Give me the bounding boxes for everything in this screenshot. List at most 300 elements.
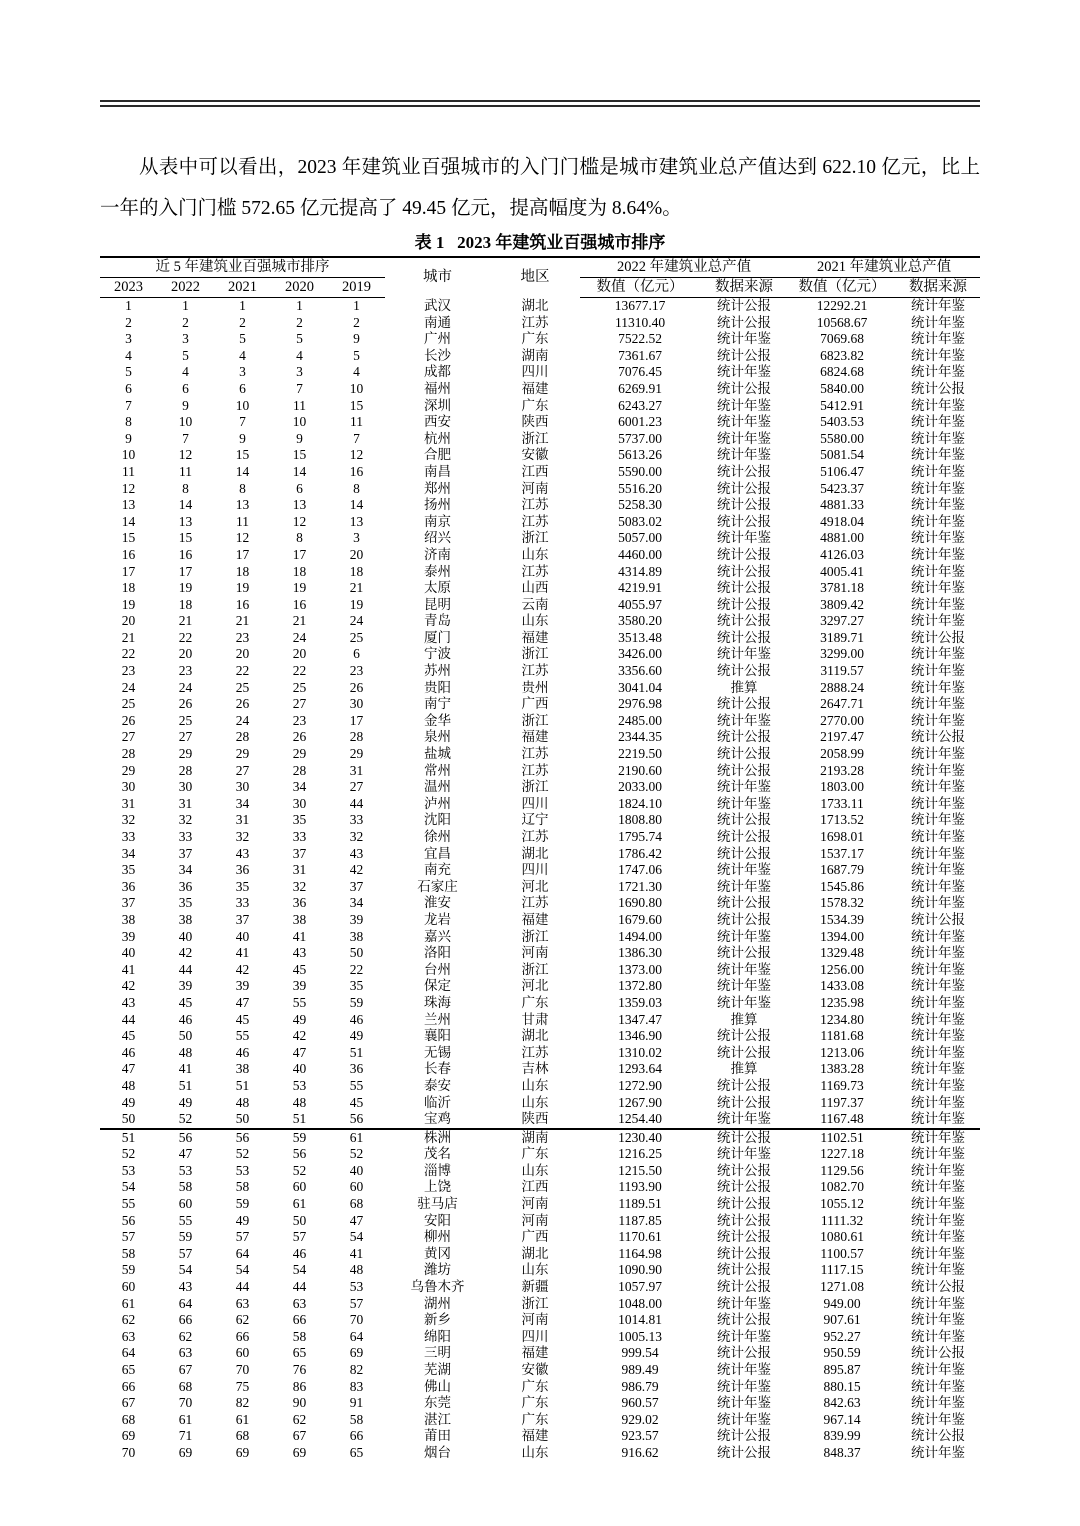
value_2022-cell: 3356.60: [618, 663, 662, 679]
rank_2020-cell: 17: [292, 546, 307, 562]
source_2022-cell: 统计公报: [717, 1162, 772, 1178]
region-cell: 广东: [521, 1395, 549, 1411]
city-cell: 宝鸡: [385, 1111, 490, 1129]
value_2022-cell: 13677.17: [614, 298, 666, 313]
rank_2023-cell: 22: [121, 646, 136, 662]
region-cell: 浙江: [521, 530, 549, 546]
rank_2020-cell: 32: [292, 878, 307, 894]
rank_2023-cell: 24: [121, 679, 136, 695]
table-row: [100, 978, 980, 995]
value_2021-cell: 1181.68: [820, 1028, 864, 1044]
value_2021-cell: 5106.47: [820, 463, 864, 479]
value_2021-cell: 1256.00: [820, 961, 864, 977]
source_2022-cell: 统计年鉴: [717, 414, 772, 430]
region-cell: 广西: [521, 1229, 549, 1245]
rank_2022-cell: 20: [178, 646, 193, 662]
city-cell: 茂名: [424, 1146, 452, 1162]
rank_2023-cell: 48: [121, 1077, 136, 1093]
value_2021-cell: 1545.86: [820, 878, 864, 894]
table-row: [100, 481, 980, 498]
table-row: [100, 447, 980, 464]
rank_2019-cell: 17: [349, 712, 364, 728]
city-cell: 长春: [424, 1061, 452, 1077]
source_2022-cell: 统计公报: [717, 596, 772, 612]
rank_2023-cell: 57: [121, 1229, 136, 1245]
rank_2021-cell: 4: [239, 347, 246, 363]
rank_2022-cell: 60: [178, 1196, 193, 1212]
source_2022-cell: 统计公报: [717, 845, 772, 861]
rank_2019-cell: 30: [349, 696, 364, 712]
rank_2020-cell: 40: [292, 1061, 307, 1077]
source_2021-cell: 统计年鉴: [911, 298, 966, 313]
value_2021-cell: 5412.91: [820, 397, 864, 413]
table-row: [100, 613, 980, 630]
rank_2023-cell: 36: [121, 878, 136, 894]
rank_2020-cell: 46: [292, 1245, 307, 1261]
source_2021-cell: 统计年鉴: [911, 978, 966, 994]
rank_2019-cell: 23: [349, 663, 364, 679]
rank_2021-cell: 59: [235, 1196, 250, 1212]
table-row: [100, 1146, 980, 1163]
table-row: [100, 1061, 980, 1078]
rank_2023-cell: 45: [121, 1028, 136, 1044]
source_2022-cell: 统计公报: [717, 1129, 772, 1145]
city-cell: 徐州: [424, 829, 452, 844]
rank_2022-cell: 66: [178, 1312, 193, 1328]
rank_2021-cell: 58: [235, 1179, 250, 1195]
table-row: [100, 1012, 980, 1029]
rank_2023-cell: 34: [121, 845, 136, 861]
page-content: [100, 0, 980, 1462]
rank_2023-cell: 47: [121, 1061, 136, 1077]
table-row: [100, 514, 980, 531]
rank_2020-cell: 55: [292, 994, 307, 1010]
rank_2021-cell: 46: [235, 1044, 250, 1060]
rank_2022-cell: 43: [178, 1279, 193, 1295]
source_2021-cell: 统计年鉴: [911, 895, 966, 911]
city-cell: 上饶: [424, 1179, 452, 1195]
region-cell: 浙江: [521, 646, 549, 662]
city-cell: 苏州: [424, 663, 452, 679]
rank_2021-cell: 10: [235, 397, 250, 413]
source_2022-cell: 统计年鉴: [717, 1362, 772, 1377]
rank_2019-cell: 54: [349, 1229, 364, 1245]
rank_2021-cell: 27: [235, 762, 250, 778]
source_2022-cell: 统计年鉴: [717, 530, 772, 546]
rank_2021-cell: 32: [235, 829, 250, 844]
rank_2019-cell: 36: [349, 1061, 364, 1077]
rank_2022-cell: 52: [157, 1111, 214, 1129]
region-cell: 四川: [521, 364, 549, 380]
city-cell: 长沙: [424, 347, 452, 363]
source_2021-cell: 统计年鉴: [911, 1229, 966, 1245]
city-cell: 温州: [424, 779, 452, 795]
rank_2020-cell: 16: [292, 596, 307, 612]
source_2022-cell: 统计公报: [717, 497, 772, 513]
rank_2022-cell: 36: [178, 878, 193, 894]
source_2022-cell: 统计公报: [717, 1028, 772, 1044]
rank_2019-cell: 57: [349, 1295, 364, 1311]
rank_2020-cell: 65: [292, 1345, 307, 1361]
source_2022-cell: 统计公报: [717, 1345, 772, 1361]
rank_2019-cell: 50: [349, 945, 364, 961]
source_2021-cell: 统计年鉴: [911, 1028, 966, 1044]
table-row: [100, 1296, 980, 1313]
rank_2020-cell: 26: [292, 729, 307, 745]
rank_2019-cell: 1: [353, 298, 360, 313]
rank_2019-cell: 18: [349, 563, 364, 579]
value_2021-cell: 4126.03: [820, 546, 864, 562]
rank_2023-cell: 64: [121, 1345, 136, 1361]
city-cell: 太原: [424, 580, 452, 596]
rank_2020-cell: 86: [292, 1378, 307, 1394]
rank_2021-cell: 60: [235, 1345, 250, 1361]
header-value-2022: 数值（亿元）: [580, 278, 700, 298]
rank_2019-cell: 25: [349, 629, 364, 645]
rank_2022-cell: 34: [178, 862, 193, 878]
value_2021-cell: 10568.67: [816, 314, 868, 330]
value_2021-cell: 4005.41: [820, 563, 864, 579]
rank_2021-cell: 44: [235, 1279, 250, 1295]
rank_2021-cell: 24: [235, 712, 250, 728]
value_2021-cell: 3781.18: [820, 580, 864, 596]
rank_2022-cell: 22: [178, 629, 193, 645]
city-cell: 台州: [424, 961, 452, 977]
rank_2020-cell: 66: [292, 1312, 307, 1328]
table-row: [100, 1395, 980, 1412]
rank_2020-cell: 18: [292, 563, 307, 579]
rank_2022-cell: 37: [178, 845, 193, 861]
rank_2022-cell: 64: [178, 1295, 193, 1311]
rank_2021-cell: 30: [235, 779, 250, 795]
rank_2023-cell: 21: [121, 629, 136, 645]
rank_2023-cell: 17: [121, 563, 136, 579]
table-row: [100, 796, 980, 813]
source_2022-cell: 统计公报: [717, 513, 772, 529]
value_2021-cell: 5081.54: [820, 447, 864, 463]
rank_2021-cell: 40: [235, 928, 250, 944]
rank_2022-cell: 33: [178, 829, 193, 844]
table-row: [100, 1078, 980, 1095]
rank_2020-cell: 42: [292, 1028, 307, 1044]
source_2022-cell: 统计公报: [717, 829, 772, 844]
rank_2019-cell: 51: [349, 1044, 364, 1060]
value_2022-cell: 5057.00: [618, 530, 662, 546]
rank_2023-cell: 18: [121, 580, 136, 596]
city-cell: 株洲: [424, 1129, 452, 1145]
header-rank-2021: 2021: [214, 278, 271, 298]
rank_2021-cell: 47: [235, 994, 250, 1010]
rank_2019-cell: 37: [349, 878, 364, 894]
rank_2020-cell: 54: [292, 1262, 307, 1278]
rank_2021-cell: 2: [239, 314, 246, 330]
table-row: [100, 1213, 980, 1230]
value_2021-cell: 5840.00: [820, 380, 864, 396]
value_2021-cell: 2647.71: [820, 696, 864, 712]
source_2022-cell: 统计年鉴: [717, 397, 772, 413]
rank_2021-cell: 7: [239, 414, 246, 430]
source_2022-cell: 统计年鉴: [717, 779, 772, 795]
rank_2020-cell: 9: [296, 430, 303, 446]
source_2022-cell: 统计公报: [717, 911, 772, 927]
rank_2020-cell: 25: [292, 679, 307, 695]
value_2022-cell: 1164.98: [618, 1245, 662, 1261]
value_2021-cell: 880.15: [823, 1378, 861, 1394]
rank_2021-cell: 64: [235, 1245, 250, 1261]
city-cell: 郑州: [424, 480, 452, 496]
rank_2023-cell: 10: [121, 447, 136, 463]
rank_2022-cell: 38: [178, 911, 193, 927]
rank_2019-cell: 24: [349, 613, 364, 629]
value_2021-cell: 5403.53: [820, 414, 864, 430]
source_2021-cell: 统计年鉴: [911, 447, 966, 463]
value_2021-cell: 6823.82: [820, 347, 864, 363]
table-row: [100, 1246, 980, 1263]
value_2021-cell: 6824.68: [820, 364, 864, 380]
rank_2021-cell: 38: [235, 1061, 250, 1077]
source_2021-cell: 统计公报: [911, 629, 966, 645]
city-cell: 杭州: [424, 430, 452, 446]
source_2021-cell: 统计年鉴: [911, 928, 966, 944]
rank_2020-cell: 21: [292, 613, 307, 629]
rank_2022-cell: 24: [178, 679, 193, 695]
value_2021-cell: 1169.73: [820, 1077, 864, 1093]
region-cell: 江苏: [521, 563, 549, 579]
table-row: [100, 945, 980, 962]
value_2022-cell: 1293.64: [618, 1061, 662, 1077]
rank_2020-cell: 60: [292, 1179, 307, 1195]
header-source-2022: 数据来源: [700, 278, 788, 298]
rank_2022-cell: 23: [178, 663, 193, 679]
rank_2020-cell: 33: [292, 829, 307, 844]
city-cell: 南充: [424, 862, 452, 878]
source_2022-cell: 统计公报: [717, 762, 772, 778]
source_2021-cell: 统计年鉴: [911, 1295, 966, 1311]
rank_2020-cell: 69: [292, 1444, 307, 1460]
value_2021-cell: 1213.06: [820, 1044, 864, 1060]
value_2022-cell: 4460.00: [618, 546, 662, 562]
city-cell: 临沂: [424, 1094, 452, 1110]
source_2022-cell: 统计年鉴: [717, 795, 772, 811]
rank_2020-cell: 51: [271, 1111, 328, 1129]
rank_2020-cell: 20: [292, 646, 307, 662]
value_2021-cell: 2888.24: [820, 679, 864, 695]
rank_2023-cell: 44: [121, 1011, 136, 1027]
rank_2020-cell: 48: [292, 1094, 307, 1110]
value_2022-cell: 1373.00: [618, 961, 662, 977]
region-cell: 山东: [521, 1444, 549, 1460]
source_2022-cell: 统计年鉴: [717, 961, 772, 977]
source_2021-cell: 统计年鉴: [911, 1411, 966, 1427]
city-cell: 龙岩: [424, 911, 452, 927]
region-cell: 福建: [521, 380, 549, 396]
city-cell: 绍兴: [424, 530, 452, 546]
rank_2020-cell: 44: [292, 1279, 307, 1295]
value_2022-cell: 1090.90: [618, 1262, 662, 1278]
city-cell: 泰安: [424, 1077, 452, 1093]
rank_2023-cell: 35: [121, 862, 136, 878]
rank_2022-cell: 55: [178, 1212, 193, 1228]
rank_2023-cell: 9: [125, 430, 132, 446]
value_2021-cell: 2193.28: [820, 762, 864, 778]
source_2021-cell: 统计年鉴: [911, 513, 966, 529]
rank_2022-cell: 45: [178, 994, 193, 1010]
rank_2020-cell: 43: [292, 945, 307, 961]
table-row: [100, 1312, 980, 1329]
value_2021-cell: 5423.37: [820, 480, 864, 496]
source_2021-cell: 统计年鉴: [911, 1179, 966, 1195]
value_2021-cell: 1102.51: [820, 1129, 864, 1145]
rank_2021-cell: 16: [235, 596, 250, 612]
rank_2019-cell: 59: [349, 994, 364, 1010]
rank_2022-cell: 57: [178, 1245, 193, 1261]
source_2022-cell: 统计公报: [717, 563, 772, 579]
rank_2022-cell: 70: [178, 1395, 193, 1411]
rank_2021-cell: 20: [235, 646, 250, 662]
city-cell: 三明: [424, 1345, 452, 1361]
rank_2022-cell: 21: [178, 613, 193, 629]
region-cell: 山东: [521, 1094, 549, 1110]
source_2022-cell: 统计公报: [717, 1212, 772, 1228]
source_2022-cell: 统计公报: [717, 1044, 772, 1060]
rank_2023-cell: 49: [121, 1094, 136, 1110]
rank_2020-cell: 76: [292, 1362, 307, 1377]
value_2022-cell: 1272.90: [618, 1077, 662, 1093]
city-cell: 芜湖: [424, 1362, 452, 1377]
rank_2021-cell: 82: [235, 1395, 250, 1411]
rank_2022-cell: 16: [178, 546, 193, 562]
rank_2023-cell: 25: [121, 696, 136, 712]
source_2022-cell: 统计公报: [717, 1229, 772, 1245]
city-cell: 珠海: [424, 994, 452, 1010]
rank_2023-cell: 13: [121, 497, 136, 513]
source_2022-cell: 统计公报: [717, 380, 772, 396]
value_2022-cell: 1808.80: [618, 812, 662, 828]
region-cell: 江西: [521, 1179, 549, 1195]
rank_2023-cell: 41: [121, 961, 136, 977]
source_2022-cell: 统计公报: [717, 1245, 772, 1261]
region-cell: 山东: [521, 1162, 549, 1178]
table-row: [100, 1445, 980, 1462]
rank_2020-cell: 52: [292, 1162, 307, 1178]
table-row: [100, 298, 980, 315]
source_2021-cell: 统计年鉴: [911, 331, 966, 347]
rank_2019-cell: 66: [349, 1428, 364, 1444]
rank_2022-cell: 4: [182, 364, 189, 380]
table-row: [100, 1345, 980, 1362]
rank_2020-cell: 53: [292, 1077, 307, 1093]
rank_2023-cell: 27: [121, 729, 136, 745]
region-cell: 浙江: [521, 712, 549, 728]
rank_2021-cell: 62: [235, 1312, 250, 1328]
rank_2020-cell: 59: [292, 1129, 307, 1145]
source_2021-cell: 统计年鉴: [911, 1395, 966, 1411]
value_2022-cell: 5083.02: [618, 513, 662, 529]
value_2021-cell: 1129.56: [820, 1162, 864, 1178]
rank_2020-cell: 30: [292, 795, 307, 811]
source_2022-cell: 统计公报: [717, 945, 772, 961]
value_2021-cell: 1803.00: [820, 779, 864, 795]
rank_2019-cell: 82: [349, 1362, 364, 1377]
rank_2022-cell: 58: [178, 1179, 193, 1195]
rank_2019-cell: 83: [349, 1378, 364, 1394]
city-cell: 泰州: [424, 563, 452, 579]
city-cell: 绵阳: [424, 1328, 452, 1344]
rank_2022-cell: 5: [182, 347, 189, 363]
rank_2019-cell: 46: [349, 1011, 364, 1027]
rank_2023-cell: 3: [125, 331, 132, 347]
rank_2021-cell: 29: [235, 746, 250, 762]
rank_2022-cell: 27: [178, 729, 193, 745]
value_2022-cell: 1216.25: [618, 1146, 662, 1162]
rank_2019-cell: 32: [349, 829, 364, 844]
rank_2023-cell: 69: [121, 1428, 136, 1444]
table-row: [100, 1412, 980, 1429]
rank_2022-cell: 63: [178, 1345, 193, 1361]
value_2022-cell: 3580.20: [618, 613, 662, 629]
value_2021-cell: 842.63: [823, 1395, 861, 1411]
region-cell: 江苏: [521, 497, 549, 513]
rank_2020-cell: 29: [292, 746, 307, 762]
rank_2022-cell: 44: [178, 961, 193, 977]
source_2022-cell: 统计年鉴: [717, 862, 772, 878]
value_2021-cell: 1235.98: [820, 994, 864, 1010]
city-cell: 深圳: [424, 397, 452, 413]
value_2022-cell: 6243.27: [618, 397, 662, 413]
table-row: [100, 1163, 980, 1180]
value_2022-cell: 1215.50: [618, 1162, 662, 1178]
region-cell: 四川: [521, 795, 549, 811]
rank_2019-cell: 13: [349, 513, 364, 529]
value_2021-cell: 952.27: [823, 1328, 861, 1344]
source_2021-cell: 统计年鉴: [911, 1094, 966, 1110]
region-cell: 河北: [521, 978, 549, 994]
rank_2019-cell: 49: [349, 1028, 364, 1044]
rank_2022-cell: 56: [178, 1129, 193, 1145]
city-cell: 莆田: [424, 1428, 452, 1444]
city-cell: 石家庄: [417, 878, 458, 894]
city-cell: 广州: [424, 331, 452, 347]
source_2022-cell: 统计年鉴: [717, 978, 772, 994]
rank_2020-cell: 35: [292, 812, 307, 828]
source_2022-cell: 统计年鉴: [717, 430, 772, 446]
rank_2023-cell: 14: [121, 513, 136, 529]
source_2021-cell: 统计年鉴: [911, 563, 966, 579]
table-row: [100, 315, 980, 332]
rank_2021-cell: 57: [235, 1229, 250, 1245]
rank_2019-cell: 65: [349, 1444, 364, 1460]
rank_2022-cell: 50: [178, 1028, 193, 1044]
rank_2023-cell: 11: [122, 463, 135, 479]
rank_2023-cell: 30: [121, 779, 136, 795]
rank_2023-cell: 56: [121, 1212, 136, 1228]
city-cell: 柳州: [424, 1229, 452, 1245]
city-cell: 盐城: [424, 746, 452, 762]
rank_2022-cell: 26: [178, 696, 193, 712]
rank_2021-cell: 12: [235, 530, 250, 546]
rank_2023-cell: 26: [121, 712, 136, 728]
rank_2020-cell: 8: [296, 530, 303, 546]
rank_2022-cell: 68: [178, 1378, 193, 1394]
value_2021-cell: 1698.01: [820, 829, 864, 844]
city-cell: 嘉兴: [424, 928, 452, 944]
value_2021-cell: 7069.68: [820, 331, 864, 347]
value_2022-cell: 5258.30: [618, 497, 662, 513]
value_2021-cell: 12292.21: [816, 298, 868, 313]
source_2021-cell: 统计年鉴: [911, 961, 966, 977]
rank_2023-cell: 63: [121, 1328, 136, 1344]
rank_2021-cell: 51: [235, 1077, 250, 1093]
